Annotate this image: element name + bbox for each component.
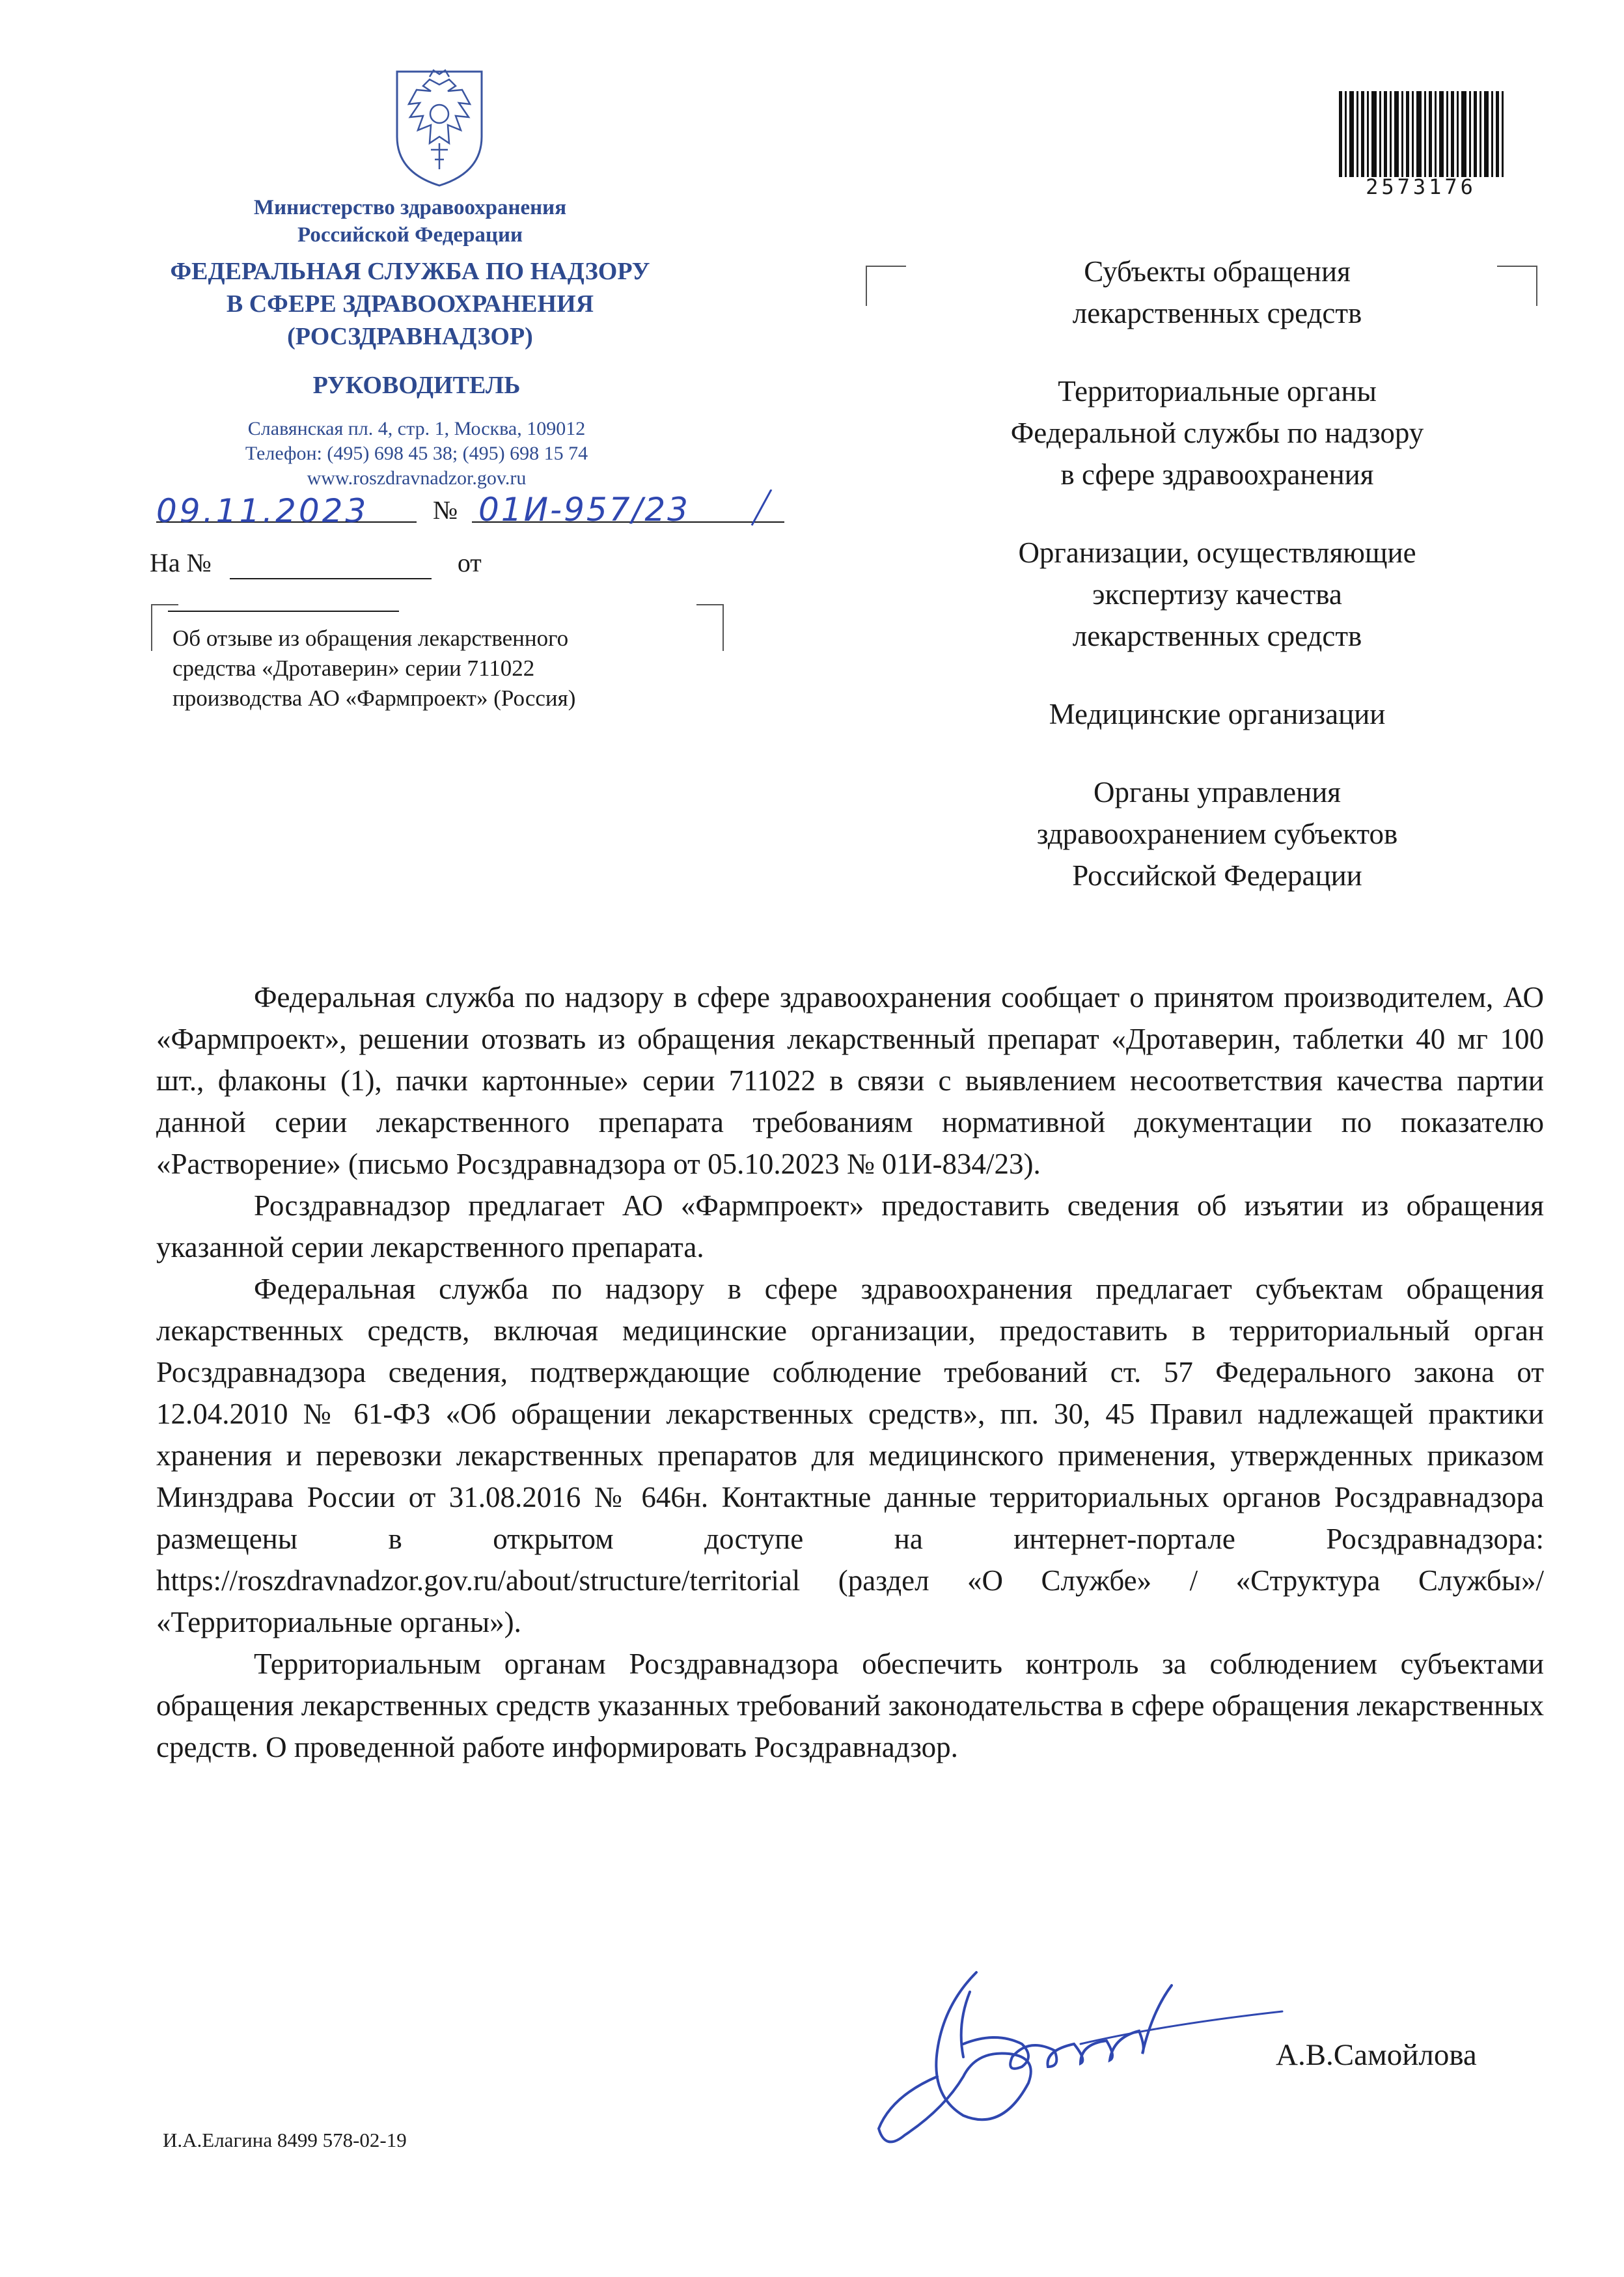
reference-ot-label: от — [457, 548, 482, 577]
contact-address — [156, 417, 677, 491]
service-name — [117, 255, 703, 353]
body-paragraph: Федеральная служба по надзору в сфере здравоохранения предлагает субъектам обращения лекарственных средств, включая медицинские организации, предоставить в территориальный орган Росздравнадзора сведения, подтверждающие соблюдение требований ст. 57 Федерального закона от 12.04.2010 № 61-ФЗ «Об обращении лекарственных средств», пп. 30, 45 Правил надлежащей практики хранения и перевозки лекарственных препаратов для медицинского применения, утвержденных приказом Минздрава России от 31.08.2016 № 646н. Контактные данные территориальных органов Росздравнадзора размещены в открытом доступе на интернет-портале Росздравнадзора: https://roszdravnadzor.gov.ru/about/structure/territorial (раздел «О Службе» / «Структура Службы»/ «Территориальные органы»). — [156, 1273, 1544, 1638]
addressee-group — [892, 370, 1543, 495]
addressee-line: лекарственных средств — [1072, 297, 1362, 329]
registration-number: 01И-957/23 — [478, 491, 690, 529]
addressee-line: экспертизу качества — [1092, 578, 1342, 611]
barcode — [1336, 91, 1506, 177]
reference-date-blank — [168, 586, 399, 612]
addressee-line: лекарственных средств — [1072, 620, 1362, 652]
addressee-group — [892, 693, 1543, 735]
addressee-block — [892, 251, 1543, 933]
head-title: РУКОВОДИТЕЛЬ — [312, 372, 521, 399]
website-line: www.roszdravnadzor.gov.ru — [307, 467, 527, 489]
addressee-group — [892, 771, 1543, 896]
addressee-line: Федеральной службы по надзору — [1010, 417, 1424, 449]
body-paragraph: Федеральная служба по надзору в сфере здравоохранения сообщает о принятом производителем, АО «Фармпроект», решении отозвать из обращения лекарственный препарат «Дротаверин, таблетки 40 мг 100 шт., флаконы (1), пачки картонные» серии 711022 в связи с выявлением несоответствия качества партии данной серии лекарственного препарата требованиям нормативной документации по показателю «Растворение» (письмо Росздравнадзора от 05.10.2023 № 01И-834/23). — [156, 981, 1544, 1180]
subject-line-3: производства АО «Фармпроект» (Россия) — [172, 685, 576, 711]
executor-contact: И.А.Елагина 8499 578-02-19 — [163, 2129, 407, 2151]
registration-date: 09.11.2023 — [156, 492, 369, 530]
addressee-line: Медицинские организации — [1049, 698, 1386, 730]
signer-name: А.В.Самойлова — [1276, 2038, 1477, 2072]
reference-na-label: На № — [150, 548, 212, 577]
address-line: Славянская пл. 4, стр. 1, Москва, 109012 — [247, 418, 586, 439]
addressee-group — [892, 251, 1543, 334]
service-line-2: В СФЕРЕ ЗДРАВООХРАНЕНИЯ — [226, 290, 594, 318]
addressee-line: Территориальные органы — [1058, 375, 1377, 407]
addressee-line: здравоохранением субъектов — [1036, 818, 1398, 850]
addressee-line: Органы управления — [1094, 776, 1341, 808]
reference-number-blank — [230, 553, 432, 579]
ministry-line-1: Министерство здравоохранения — [253, 196, 567, 219]
letter-body — [156, 976, 1544, 1768]
subject-line-2: средства «Дротаверин» серии 711022 — [172, 656, 535, 681]
ministry-line-2: Российской Федерации — [297, 223, 523, 247]
service-line-1: ФЕДЕРАЛЬНАЯ СЛУЖБА ПО НАДЗОРУ — [170, 258, 650, 285]
registration-number-label: № — [433, 495, 458, 525]
addressee-line: Российской Федерации — [1072, 859, 1362, 892]
addressee-group — [892, 532, 1543, 657]
service-line-3: (РОСЗДРАВНАДЗОР) — [287, 323, 533, 350]
addressee-line: в сфере здравоохранения — [1060, 458, 1374, 491]
body-paragraph: Росздравнадзор предлагает АО «Фармпроект» предоставить сведения об изъятии из обращения указанной серии лекарственного препарата. — [156, 1189, 1544, 1263]
phone-line: Телефон: (495) 698 45 38; (495) 698 15 74 — [245, 443, 588, 464]
body-paragraph: Территориальным органам Росздравнадзора обеспечить контроль за соблюдением субъектами обращения лекарственных средств указанных требований законодательства в сфере обращения лекарственных средств. О проведенной работе информировать Росздравнадзор. — [156, 1648, 1544, 1763]
coat-of-arms-emblem — [384, 65, 495, 189]
subject-corner-right — [696, 604, 724, 651]
handwritten-signature — [866, 1946, 1295, 2161]
barcode-number: 2573176 — [1366, 174, 1476, 199]
subject-line-1: Об отзыве из обращения лекарственного — [172, 626, 569, 651]
subject-block — [172, 624, 693, 713]
reference-line — [150, 547, 736, 612]
addressee-line: Организации, осуществляющие — [1018, 536, 1416, 569]
ministry-name — [176, 194, 644, 249]
addressee-line: Субъекты обращения — [1084, 255, 1351, 288]
